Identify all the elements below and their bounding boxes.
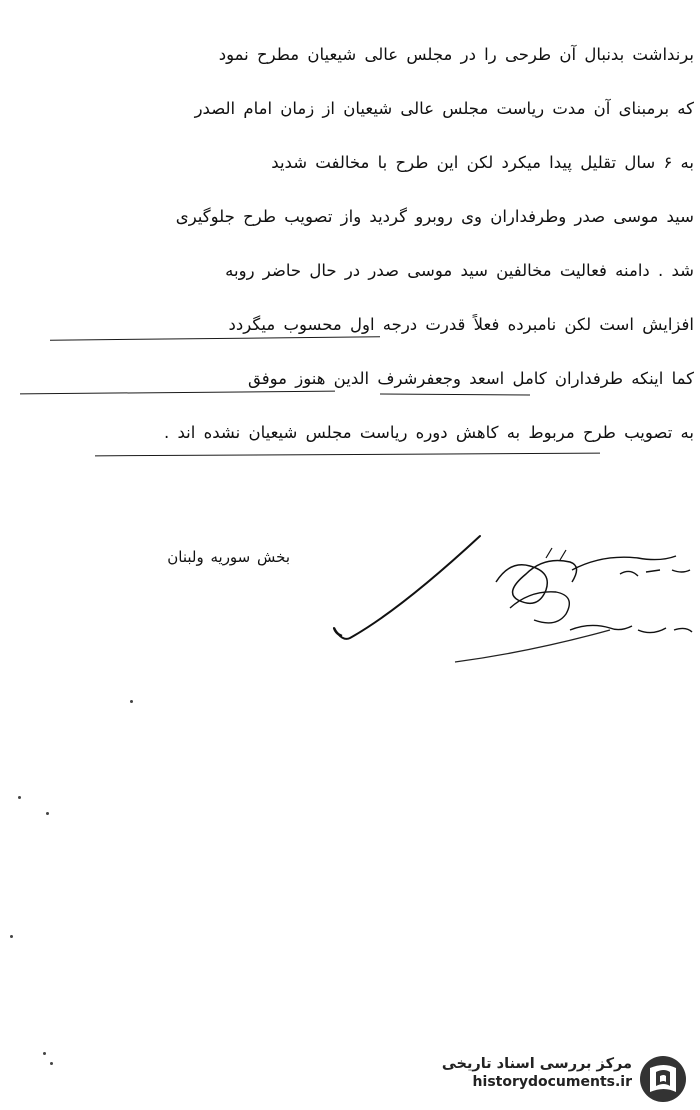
text-line-4: سید موسی صدر وطرفداران وی روبرو گردید واز تصویب طرح جلوگیری: [175, 207, 694, 226]
department-label: بخش سوریه ولبنان: [167, 548, 290, 566]
scan-speck: [43, 1052, 46, 1055]
text-line-8: به تصویب طرح مربوط به کاهش دوره ریاست مجلس شیعیان نشده اند .: [164, 423, 694, 442]
text-line-2: که برمبنای آن مدت ریاست مجلس عالی شیعیان از زمان امام الصدر: [194, 99, 694, 118]
text-line-3: به ۶ سال تقلیل پیدا میکرد لکن این طرح با مخالفت شدید: [271, 153, 694, 172]
scan-speck: [130, 700, 133, 703]
archive-logo-icon: [638, 1054, 688, 1104]
watermark-title: مرکز بررسی اسناد تاریخی: [441, 1056, 632, 1072]
text-line-5: شد . دامنه فعالیت مخالفین سید موسی صدر در حال حاضر روبه: [225, 261, 694, 280]
text-line-7: کما اینکه طرفداران کامل اسعد وجعفرشرف الدین هنوز موفق: [248, 369, 694, 388]
watermark: [402, 1052, 692, 1106]
text-line-6: افزایش است لکن نامبرده فعلاً قدرت درجه اول محسوب میگردد: [228, 315, 694, 334]
scan-speck: [46, 812, 49, 815]
scan-speck: [18, 796, 21, 799]
signature-image: [320, 530, 700, 680]
text-line-1: برنداشت بدنبال آن طرحی را در مجلس عالی شیعیان مطرح نمود: [218, 45, 694, 64]
scan-speck: [10, 935, 13, 938]
watermark-text: [442, 1056, 632, 1090]
watermark-url: historydocuments.ir: [472, 1074, 632, 1090]
scan-speck: [50, 1062, 53, 1065]
document-body: [12, 28, 694, 460]
